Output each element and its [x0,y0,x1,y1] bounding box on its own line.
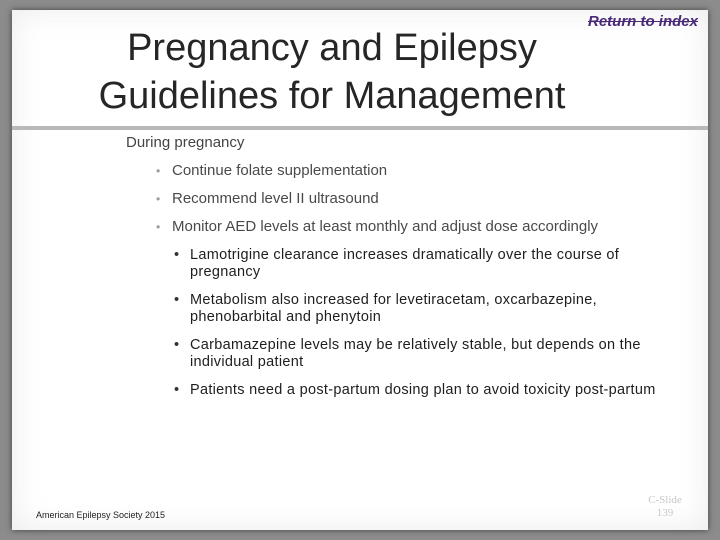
slide-label: C-Slide [648,494,682,506]
footer-source: American Epilepsy Society 2015 [36,510,166,520]
slide-title [52,24,612,120]
sub-list-item-text: Metabolism also increased for levetiracetam, oxcarbazepine, phenobarbital and phenytoin [190,292,597,325]
title-divider [12,126,708,130]
slide-number-badge [640,494,690,520]
section-heading: During pregnancy [126,134,245,151]
sub-list-item [172,382,686,399]
bullet-dot-icon: • [174,292,180,308]
bullet-dot-icon: • [174,382,180,398]
title-line-1: Pregnancy and Epilepsy [127,27,537,69]
bullet-dot-icon: • [156,164,161,178]
sub-list-item-text: Carbamazepine levels may be relatively stable, but depends on the individual patient [190,337,641,370]
bullet-dot-icon: • [156,192,161,206]
sub-list-item [172,292,686,326]
slide-content [126,134,686,399]
list-item-text: Monitor AED levels at least monthly and adjust dose accordingly [172,218,599,235]
sub-bullet-list [172,247,686,399]
title-line-2: Guidelines for Management [98,75,566,117]
list-item-text: Recommend level II ultrasound [172,190,379,207]
list-item [154,219,686,399]
list-item [154,191,686,207]
list-item [154,163,686,179]
bullet-dot-icon: • [174,337,180,353]
sub-list-item-text: Lamotrigine clearance increases dramatically over the course of pregnancy [190,247,620,280]
sub-list-item [172,247,686,281]
slide-number: 139 [656,507,674,519]
bullet-dot-icon: • [156,220,161,234]
sub-list-item-text: Patients need a post-partum dosing plan to avoid toxicity post-partum [190,382,656,398]
list-item-text: Continue folate supplementation [172,162,388,179]
return-to-index-link[interactable]: Return to index [587,13,698,30]
bullet-list [154,163,686,399]
slide [12,10,708,530]
sub-list-item [172,337,686,371]
bullet-dot-icon: • [174,247,180,263]
